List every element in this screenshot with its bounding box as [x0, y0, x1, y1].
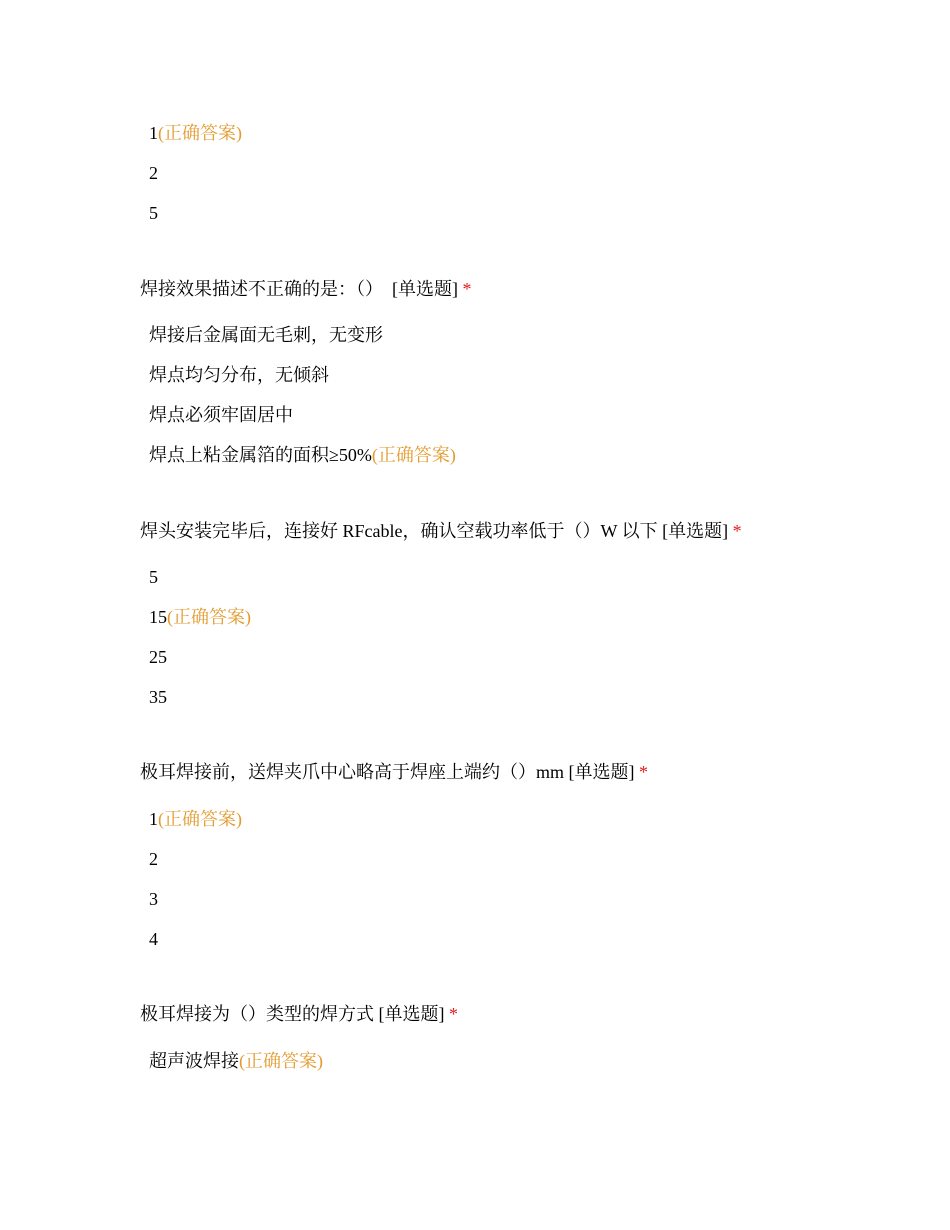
option-item — [149, 807, 242, 831]
option-item — [149, 887, 158, 911]
option-text: 焊点上粘金属箔的面积≥50% — [149, 445, 372, 465]
option-text: 25 — [149, 647, 167, 667]
question-text: 焊头安装完毕后，连接好 RFcable，确认空载功率低于（）W 以下 — [140, 521, 658, 541]
option-item — [149, 403, 293, 427]
option-text: 超声波焊接 — [149, 1051, 239, 1071]
option-item — [149, 685, 167, 709]
option-item — [149, 363, 329, 387]
correct-answer-tag: (正确答案) — [158, 809, 242, 829]
option-text: 15 — [149, 607, 167, 627]
option-item — [149, 201, 158, 225]
required-marker: * — [462, 279, 472, 299]
question-type: [单选题] — [568, 762, 635, 782]
question-type: [单选题] — [662, 521, 729, 541]
option-item — [149, 565, 158, 589]
option-item — [149, 927, 158, 951]
correct-answer-tag: (正确答案) — [167, 607, 251, 627]
option-text: 焊点必须牢固居中 — [149, 405, 293, 425]
option-item — [149, 847, 158, 871]
question-title — [140, 519, 742, 543]
option-item — [149, 161, 158, 185]
option-text: 2 — [149, 849, 158, 869]
option-item — [149, 605, 251, 629]
correct-answer-tag: (正确答案) — [158, 123, 242, 143]
option-text: 2 — [149, 163, 158, 183]
question-text: 焊接效果描述不正确的是：（） — [140, 279, 383, 299]
required-marker: * — [449, 1004, 458, 1024]
option-text: 焊点均匀分布，无倾斜 — [149, 365, 329, 385]
option-text: 焊接后金属面无毛刺，无变形 — [149, 325, 383, 345]
option-text: 4 — [149, 929, 158, 949]
correct-answer-tag: (正确答案) — [239, 1051, 323, 1071]
question-title — [140, 277, 472, 301]
option-text: 3 — [149, 889, 158, 909]
question-text: 极耳焊接为（）类型的焊方式 — [140, 1004, 374, 1024]
question-text: 极耳焊接前，送焊夹爪中心略高于焊座上端约（）mm — [140, 762, 564, 782]
option-item — [149, 645, 167, 669]
option-item — [149, 1049, 323, 1073]
question-type: [单选题] — [392, 279, 458, 299]
question-title — [140, 760, 648, 784]
option-text: 5 — [149, 567, 158, 587]
option-text: 1 — [149, 123, 158, 143]
option-item — [149, 323, 383, 347]
option-text: 35 — [149, 687, 167, 707]
option-text: 1 — [149, 809, 158, 829]
question-title — [140, 1002, 458, 1026]
required-marker: * — [639, 762, 648, 782]
correct-answer-tag: (正确答案) — [371, 445, 456, 465]
required-marker: * — [732, 521, 742, 541]
option-text: 5 — [149, 203, 158, 223]
option-item — [149, 443, 456, 467]
option-item — [149, 121, 242, 145]
question-type: [单选题] — [378, 1004, 445, 1024]
